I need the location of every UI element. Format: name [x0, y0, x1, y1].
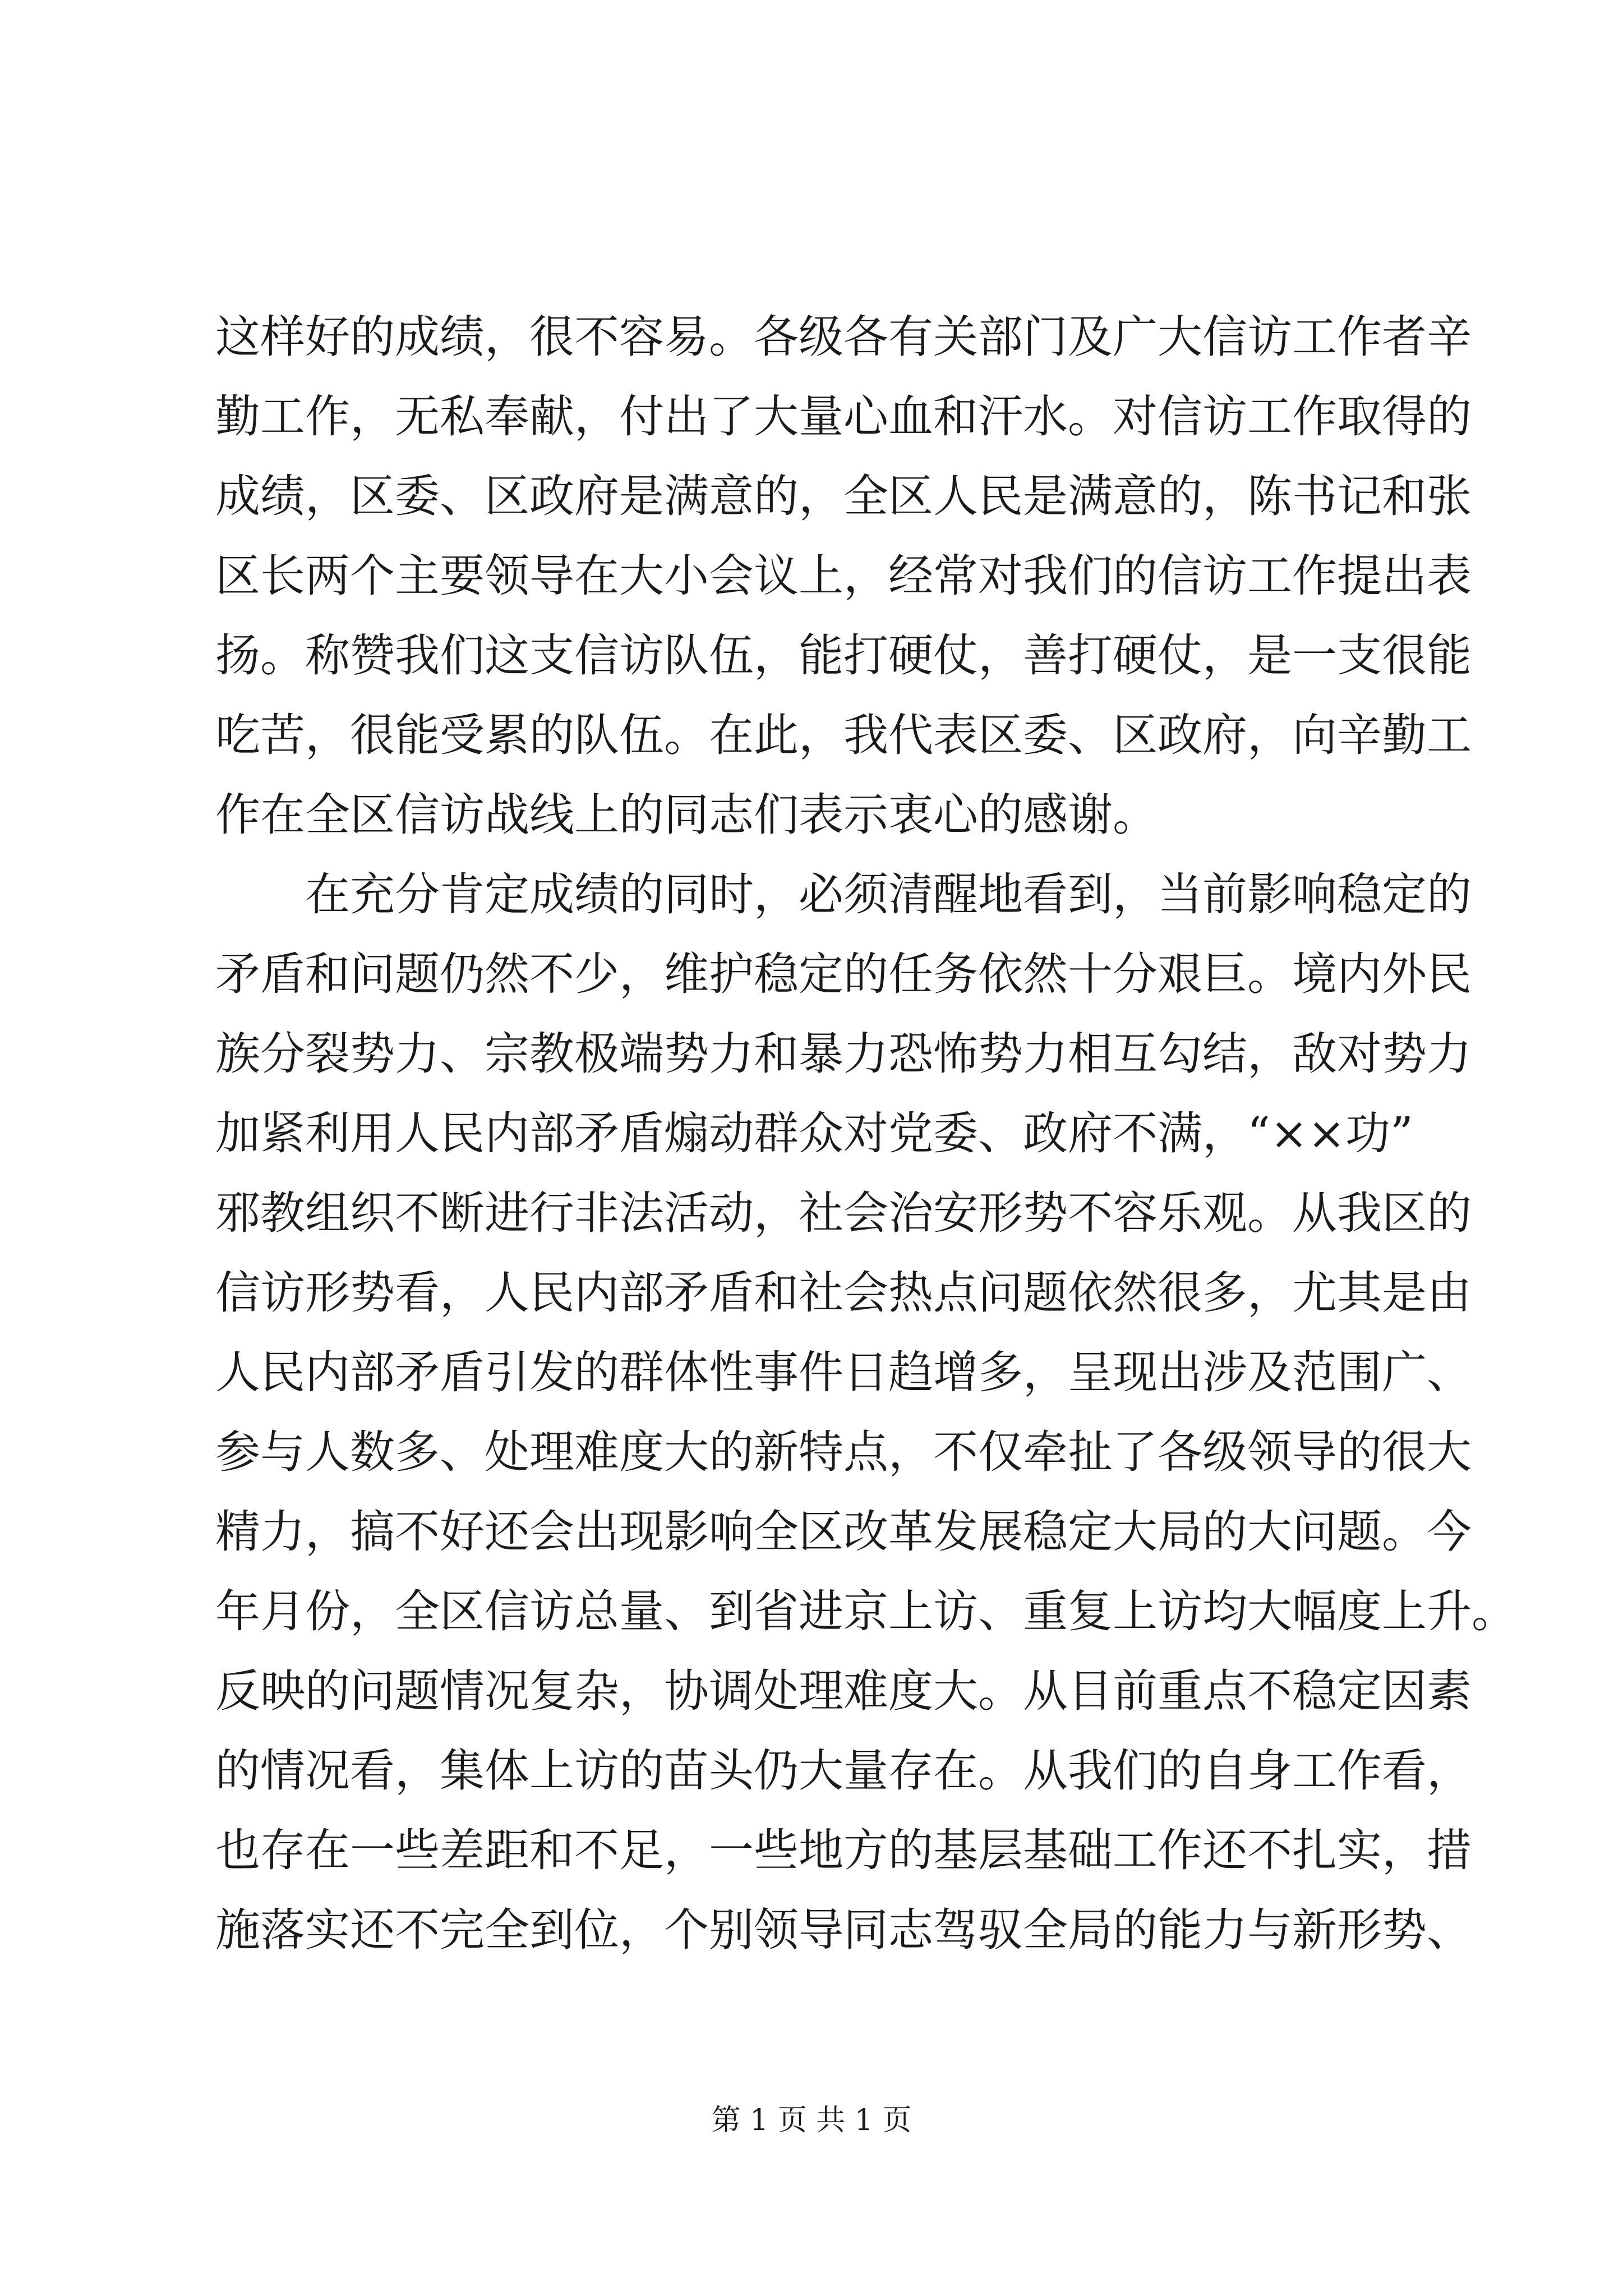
- paragraph-2-line-12: 的情况看，集体上访的苗头仍大量存在。从我们的自身工作看，: [215, 1745, 1472, 1797]
- paragraph-1-line-7: 作在全区信访战线上的同志们表示衷心的感谢。: [215, 789, 1158, 841]
- paragraph-2-line-2: 矛盾和问题仍然不少，维护稳定的任务依然十分艰巨。境内外民: [215, 948, 1472, 1000]
- paragraph-1-line-1: 这样好的成绩，很不容易。各级各有关部门及广大信访工作者辛: [215, 311, 1472, 363]
- paragraph-2-line-10: 年月份，全区信访总量、到省进京上访、重复上访均大幅度上升。: [215, 1585, 1516, 1637]
- paragraph-2-line-11: 反映的问题情况复杂，协调处理难度大。从目前重点不稳定因素: [215, 1665, 1472, 1717]
- page-number-footer: 第 1 页 共 1 页: [711, 2104, 912, 2137]
- document-body: [215, 297, 1516, 1970]
- paragraph-1-line-4: 区长两个主要领导在大小会议上，经常对我们的信访工作提出表: [215, 550, 1472, 602]
- paragraph-2-line-3: 族分裂势力、宗教极端势力和暴力恐怖势力相互勾结，敌对势力: [215, 1028, 1472, 1080]
- paragraph-1-line-3: 成绩，区委、区政府是满意的，全区人民是满意的，陈书记和张: [215, 470, 1472, 522]
- paragraph-2-line-8: 参与人数多、处理难度大的新特点，不仅牵扯了各级领导的很大: [215, 1426, 1472, 1478]
- paragraph-1-line-6: 吃苦，很能受累的队伍。在此，我代表区委、区政府，向辛勤工: [215, 709, 1472, 761]
- paragraph-1-line-5: 扬。称赞我们这支信访队伍，能打硬仗，善打硬仗，是一支很能: [215, 629, 1472, 682]
- paragraph-2-line-1: 在充分肯定成绩的同时，必须清醒地看到，当前影响稳定的: [305, 868, 1472, 921]
- paragraph-2-line-6: 信访形势看，人民内部矛盾和社会热点问题依然很多，尤其是由: [215, 1267, 1472, 1319]
- paragraph-2-line-14: 施落实还不完全到位，个别领导同志驾驭全局的能力与新形势、: [215, 1904, 1472, 1956]
- paragraph-2-line-13: 也存在一些差距和不足，一些地方的基层基础工作还不扎实，措: [215, 1824, 1472, 1876]
- paragraph-2-line-5: 邪教组织不断进行非法活动，社会治安形势不容乐观。从我区的: [215, 1187, 1472, 1239]
- paragraph-2-line-4: 加紧利用人民内部矛盾煽动群众对党委、政府不满，“××功”: [215, 1107, 1413, 1159]
- paragraph-2-line-7: 人民内部矛盾引发的群体性事件日趋增多，呈现出涉及范围广、: [215, 1346, 1472, 1398]
- paragraph-2-line-9: 精力，搞不好还会出现影响全区改革发展稳定大局的大问题。今: [215, 1506, 1472, 1558]
- paragraph-1-line-2: 勤工作，无私奉献，付出了大量心血和汗水。对信访工作取得的: [215, 390, 1472, 443]
